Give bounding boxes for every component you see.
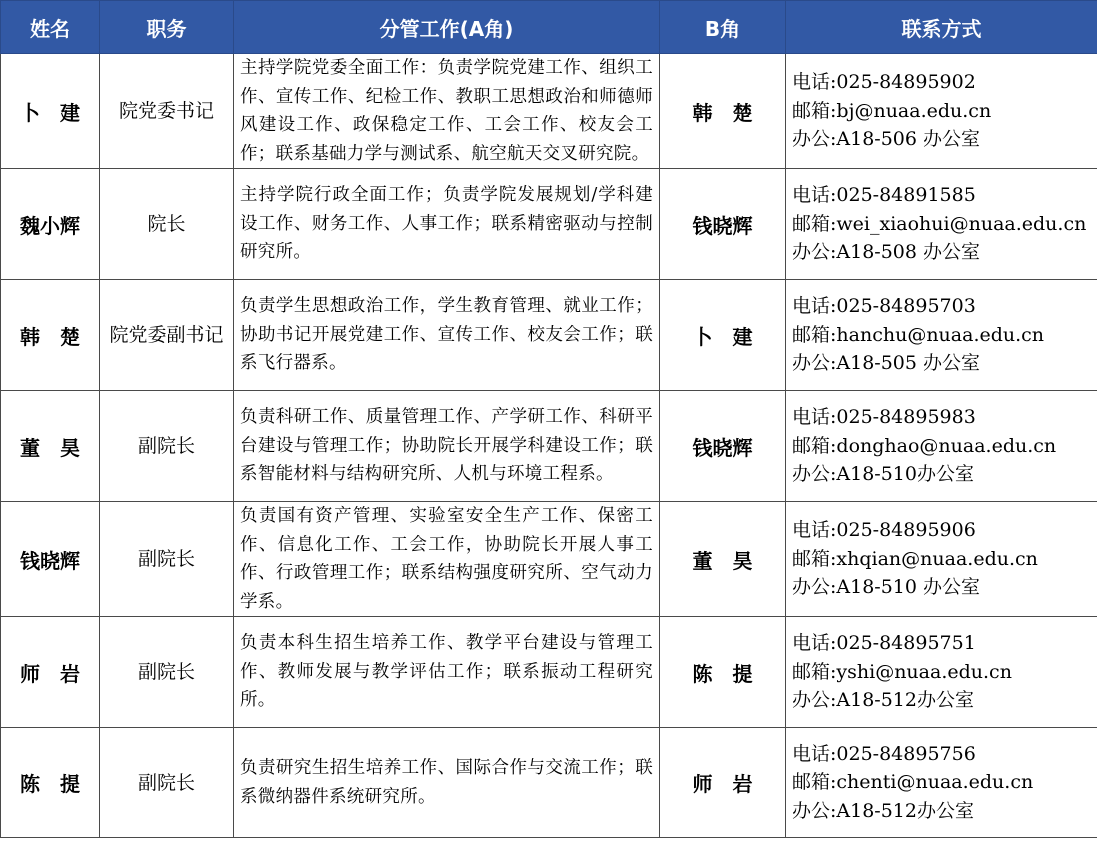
office-text: 办公:A18-510办公室 (792, 463, 974, 486)
email-text: 邮箱:bj@nuaa.edu.cn (792, 99, 992, 122)
b-role-name: 卜 建 (660, 280, 786, 391)
email-text: 邮箱:donghao@nuaa.edu.cn (792, 434, 1057, 457)
b-role-name: 师 岩 (660, 728, 786, 838)
email-text: 邮箱:yshi@nuaa.edu.cn (792, 660, 1012, 683)
office-text: 办公:A18-512办公室 (792, 799, 974, 822)
contact-info (786, 54, 1097, 169)
phone-text: 电话:025-84895703 (792, 295, 976, 318)
leader-name: 魏小辉 (1, 169, 100, 280)
phone-text: 电话:025-84895906 (792, 519, 976, 542)
header-b-role: B角 (660, 1, 786, 54)
email-text: 邮箱:chenti@nuaa.edu.cn (792, 771, 1034, 794)
b-role-name: 钱晓辉 (660, 169, 786, 280)
b-role-name: 陈 提 (660, 617, 786, 728)
leader-title: 院长 (100, 169, 234, 280)
header-title: 职务 (100, 1, 234, 54)
table-row (1, 169, 1097, 280)
office-text: 办公:A18-506 办公室 (792, 128, 981, 151)
phone-text: 电话:025-84895751 (792, 632, 976, 655)
office-text: 办公:A18-505 办公室 (792, 352, 981, 375)
email-text: 邮箱:wei_xiaohui@nuaa.edu.cn (792, 212, 1087, 235)
leader-duties: 负责国有资产管理、实验室安全生产工作、保密工作、信息化工作、工会工作，协助院长开展人事工作、行政管理工作；联系结构强度研究所、空气动力学系。 (234, 502, 660, 617)
leader-name: 韩 楚 (1, 280, 100, 391)
leader-title: 副院长 (100, 391, 234, 502)
header-row (1, 1, 1097, 54)
leader-duties: 负责本科生招生培养工作、教学平台建设与管理工作、教师发展与教学评估工作；联系振动工程研究所。 (234, 617, 660, 728)
contact-info (786, 502, 1097, 617)
leader-title: 副院长 (100, 502, 234, 617)
email-text: 邮箱:hanchu@nuaa.edu.cn (792, 323, 1045, 346)
leader-name: 师 岩 (1, 617, 100, 728)
contact-info (786, 169, 1097, 280)
leader-title: 院党委书记 (100, 54, 234, 169)
table-row (1, 54, 1097, 169)
leader-name: 董 昊 (1, 391, 100, 502)
office-text: 办公:A18-510 办公室 (792, 576, 981, 599)
email-text: 邮箱:xhqian@nuaa.edu.cn (792, 547, 1038, 570)
header-name: 姓名 (1, 1, 100, 54)
b-role-name: 韩 楚 (660, 54, 786, 169)
contact-info (786, 391, 1097, 502)
header-contact: 联系方式 (786, 1, 1097, 54)
leader-duties: 主持学院党委全面工作：负责学院党建工作、组织工作、宣传工作、纪检工作、教职工思想政治和师德师风建设工作、政保稳定工作、工会工作、校友会工作；联系基础力学与测试系、航空航天交叉研究院。 (234, 54, 660, 169)
leader-title: 院党委副书记 (100, 280, 234, 391)
b-role-name: 董 昊 (660, 502, 786, 617)
phone-text: 电话:025-84891585 (792, 184, 976, 207)
leader-title: 副院长 (100, 617, 234, 728)
leader-duties: 负责研究生招生培养工作、国际合作与交流工作；联系微纳器件系统研究所。 (234, 728, 660, 838)
contact-info (786, 617, 1097, 728)
leader-name: 钱晓辉 (1, 502, 100, 617)
leader-duties: 主持学院行政全面工作；负责学院发展规划/学科建设工作、财务工作、人事工作；联系精密驱动与控制研究所。 (234, 169, 660, 280)
office-text: 办公:A18-508 办公室 (792, 241, 981, 264)
leader-duties: 负责科研工作、质量管理工作、产学研工作、科研平台建设与管理工作；协助院长开展学科建设工作；联系智能材料与结构研究所、人机与环境工程系。 (234, 391, 660, 502)
leader-duties: 负责学生思想政治工作，学生教育管理、就业工作；协助书记开展党建工作、宣传工作、校友会工作；联系飞行器系。 (234, 280, 660, 391)
phone-text: 电话:025-84895983 (792, 406, 976, 429)
table-row (1, 391, 1097, 502)
leader-name: 卜 建 (1, 54, 100, 169)
leader-name: 陈 提 (1, 728, 100, 838)
table-row (1, 728, 1097, 838)
header-duties: 分管工作(A角) (234, 1, 660, 54)
leader-title: 副院长 (100, 728, 234, 838)
table-row (1, 280, 1097, 391)
b-role-name: 钱晓辉 (660, 391, 786, 502)
office-text: 办公:A18-512办公室 (792, 689, 974, 712)
contact-info (786, 728, 1097, 838)
table-row (1, 502, 1097, 617)
phone-text: 电话:025-84895902 (792, 71, 976, 94)
contact-info (786, 280, 1097, 391)
table-row (1, 617, 1097, 728)
phone-text: 电话:025-84895756 (792, 742, 976, 765)
